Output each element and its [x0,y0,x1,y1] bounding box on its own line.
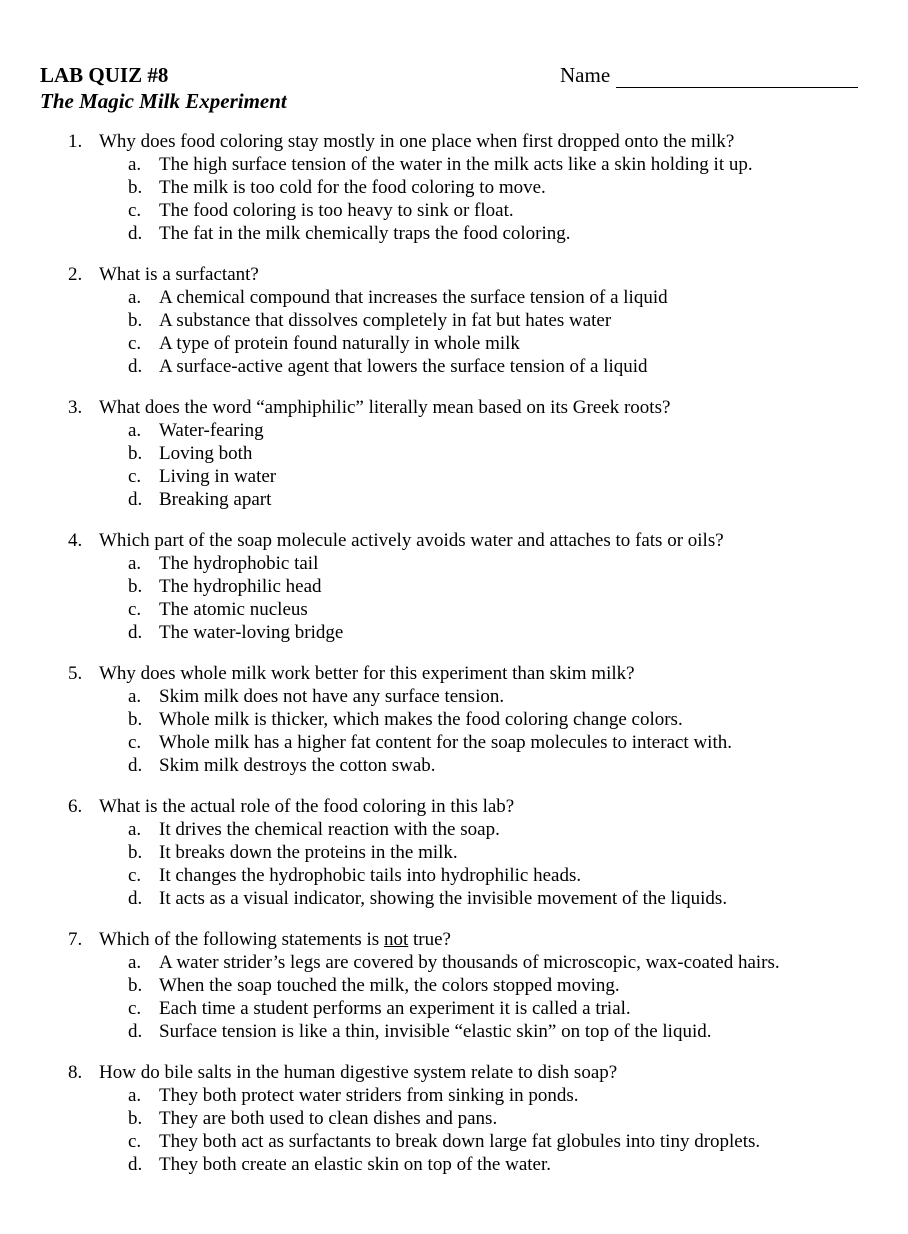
question-stem [0,795,908,818]
option-letter: c. [128,200,142,221]
quiz-title: LAB QUIZ #8 [40,63,169,87]
option-letter: a. [128,287,142,308]
option-text: A surface-active agent that lowers the surface tension of a liquid [159,356,648,377]
answer-option [0,199,908,222]
name-blank-line[interactable] [616,65,858,88]
answer-option [0,176,908,199]
option-letter: c. [128,466,142,487]
question-text-after: true? [408,929,451,950]
question-text: What is a surfactant? [99,264,259,285]
question-text: Why does whole milk work better for this experiment than skim milk? [99,663,635,684]
question-number: 5. [68,663,83,684]
option-letter: d. [128,1021,143,1042]
option-text: Loving both [159,443,253,464]
option-text: They are both used to clean dishes and pans. [159,1108,498,1129]
option-text: When the soap touched the milk, the colors stopped moving. [159,975,620,996]
answer-option [0,754,908,777]
option-text: Skim milk destroys the cotton swab. [159,755,436,776]
answer-option [0,1020,908,1043]
answer-option [0,887,908,910]
option-letter: d. [128,888,143,909]
answer-option [0,488,908,511]
option-letter: a. [128,420,142,441]
answer-option [0,222,908,245]
question-2 [0,263,908,378]
answer-option [0,465,908,488]
answer-option [0,864,908,887]
option-text: Breaking apart [159,489,272,510]
option-letter: d. [128,1154,143,1175]
question-4 [0,529,908,644]
option-text: The hydrophobic tail [159,553,319,574]
option-text: They both protect water striders from sinking in ponds. [159,1085,579,1106]
option-text: Each time a student performs an experiment it is called a trial. [159,998,631,1019]
option-letter: d. [128,356,143,377]
question-number: 6. [68,796,83,817]
option-text: The atomic nucleus [159,599,308,620]
question-stem [0,928,908,951]
option-letter: c. [128,599,142,620]
option-text: It acts as a visual indicator, showing the invisible movement of the liquids. [159,888,728,909]
question-number: 4. [68,530,83,551]
question-number: 8. [68,1062,83,1083]
question-number: 1. [68,131,83,152]
option-letter: b. [128,177,143,198]
option-letter: a. [128,553,142,574]
option-letter: a. [128,154,142,175]
question-text: Why does food coloring stay mostly in one place when first dropped onto the milk? [99,131,735,152]
option-text: Skim milk does not have any surface tension. [159,686,505,707]
answer-option [0,818,908,841]
option-letter: b. [128,975,143,996]
answer-option [0,552,908,575]
option-letter: a. [128,819,142,840]
option-text: The high surface tension of the water in the milk acts like a skin holding it up. [159,154,753,175]
option-letter: c. [128,732,142,753]
question-number: 3. [68,397,83,418]
question-5 [0,662,908,777]
answer-option [0,731,908,754]
question-text: What does the word “amphiphilic” literally mean based on its Greek roots? [99,397,671,418]
question-1 [0,130,908,245]
answer-option [0,841,908,864]
option-text: The food coloring is too heavy to sink or float. [159,200,514,221]
answer-option [0,355,908,378]
option-text: Surface tension is like a thin, invisible “elastic skin” on top of the liquid. [159,1021,712,1042]
answer-option [0,598,908,621]
answer-option [0,419,908,442]
option-text: It breaks down the proteins in the milk. [159,842,458,863]
question-text: How do bile salts in the human digestive system relate to dish soap? [99,1062,618,1083]
answer-option [0,286,908,309]
answer-option [0,1130,908,1153]
option-letter: b. [128,576,143,597]
question-stem [0,1061,908,1084]
option-letter: c. [128,998,142,1019]
option-text: The milk is too cold for the food coloring to move. [159,177,546,198]
answer-option [0,974,908,997]
question-stem [0,662,908,685]
answer-option [0,1107,908,1130]
option-text: Whole milk is thicker, which makes the food coloring change colors. [159,709,683,730]
answer-option [0,1153,908,1176]
option-letter: d. [128,489,143,510]
question-stem [0,529,908,552]
option-letter: d. [128,755,143,776]
option-letter: a. [128,686,142,707]
answer-option [0,997,908,1020]
answer-option [0,708,908,731]
option-text: They both act as surfactants to break down large fat globules into tiny droplets. [159,1131,761,1152]
answer-option [0,153,908,176]
name-label: Name [560,63,611,87]
option-text: A type of protein found naturally in whole milk [159,333,520,354]
question-stem [0,396,908,419]
answer-option [0,951,908,974]
option-letter: d. [128,223,143,244]
option-text: A water strider’s legs are covered by thousands of microscopic, wax-coated hairs. [159,952,780,973]
answer-option [0,442,908,465]
question-stem [0,263,908,286]
option-text: It changes the hydrophobic tails into hydrophilic heads. [159,865,582,886]
option-text: A substance that dissolves completely in fat but hates water [159,310,612,331]
question-8 [0,1061,908,1176]
quiz-subtitle: The Magic Milk Experiment [40,89,287,113]
question-text: Which part of the soap molecule actively avoids water and attaches to fats or oils? [99,530,724,551]
answer-option [0,309,908,332]
option-letter: c. [128,865,142,886]
option-text: Living in water [159,466,277,487]
option-text: The fat in the milk chemically traps the food coloring. [159,223,571,244]
option-text: A chemical compound that increases the surface tension of a liquid [159,287,668,308]
question-text-underlined: not [383,929,409,950]
option-letter: a. [128,1085,142,1106]
option-letter: a. [128,952,142,973]
question-list [0,130,908,1194]
question-3 [0,396,908,511]
option-text: They both create an elastic skin on top of the water. [159,1154,552,1175]
question-7 [0,928,908,1043]
answer-option [0,575,908,598]
option-letter: b. [128,310,143,331]
option-letter: c. [128,333,142,354]
answer-option [0,685,908,708]
answer-option [0,332,908,355]
option-letter: c. [128,1131,142,1152]
question-text: What is the actual role of the food coloring in this lab? [99,796,515,817]
option-text: Whole milk has a higher fat content for the soap molecules to interact with. [159,732,732,753]
question-text-before: Which of the following statements is [99,929,384,950]
option-text: The hydrophilic head [159,576,322,597]
question-number: 2. [68,264,83,285]
option-letter: b. [128,1108,143,1129]
option-letter: b. [128,709,143,730]
quiz-header [40,62,870,114]
option-letter: b. [128,842,143,863]
option-text: Water-fearing [159,420,264,441]
name-field[interactable] [560,62,858,88]
answer-option [0,1084,908,1107]
option-text: The water-loving bridge [159,622,344,643]
option-letter: b. [128,443,143,464]
question-stem [0,130,908,153]
option-letter: d. [128,622,143,643]
option-text: It drives the chemical reaction with the soap. [159,819,500,840]
question-number: 7. [68,929,83,950]
question-6 [0,795,908,910]
answer-option [0,621,908,644]
